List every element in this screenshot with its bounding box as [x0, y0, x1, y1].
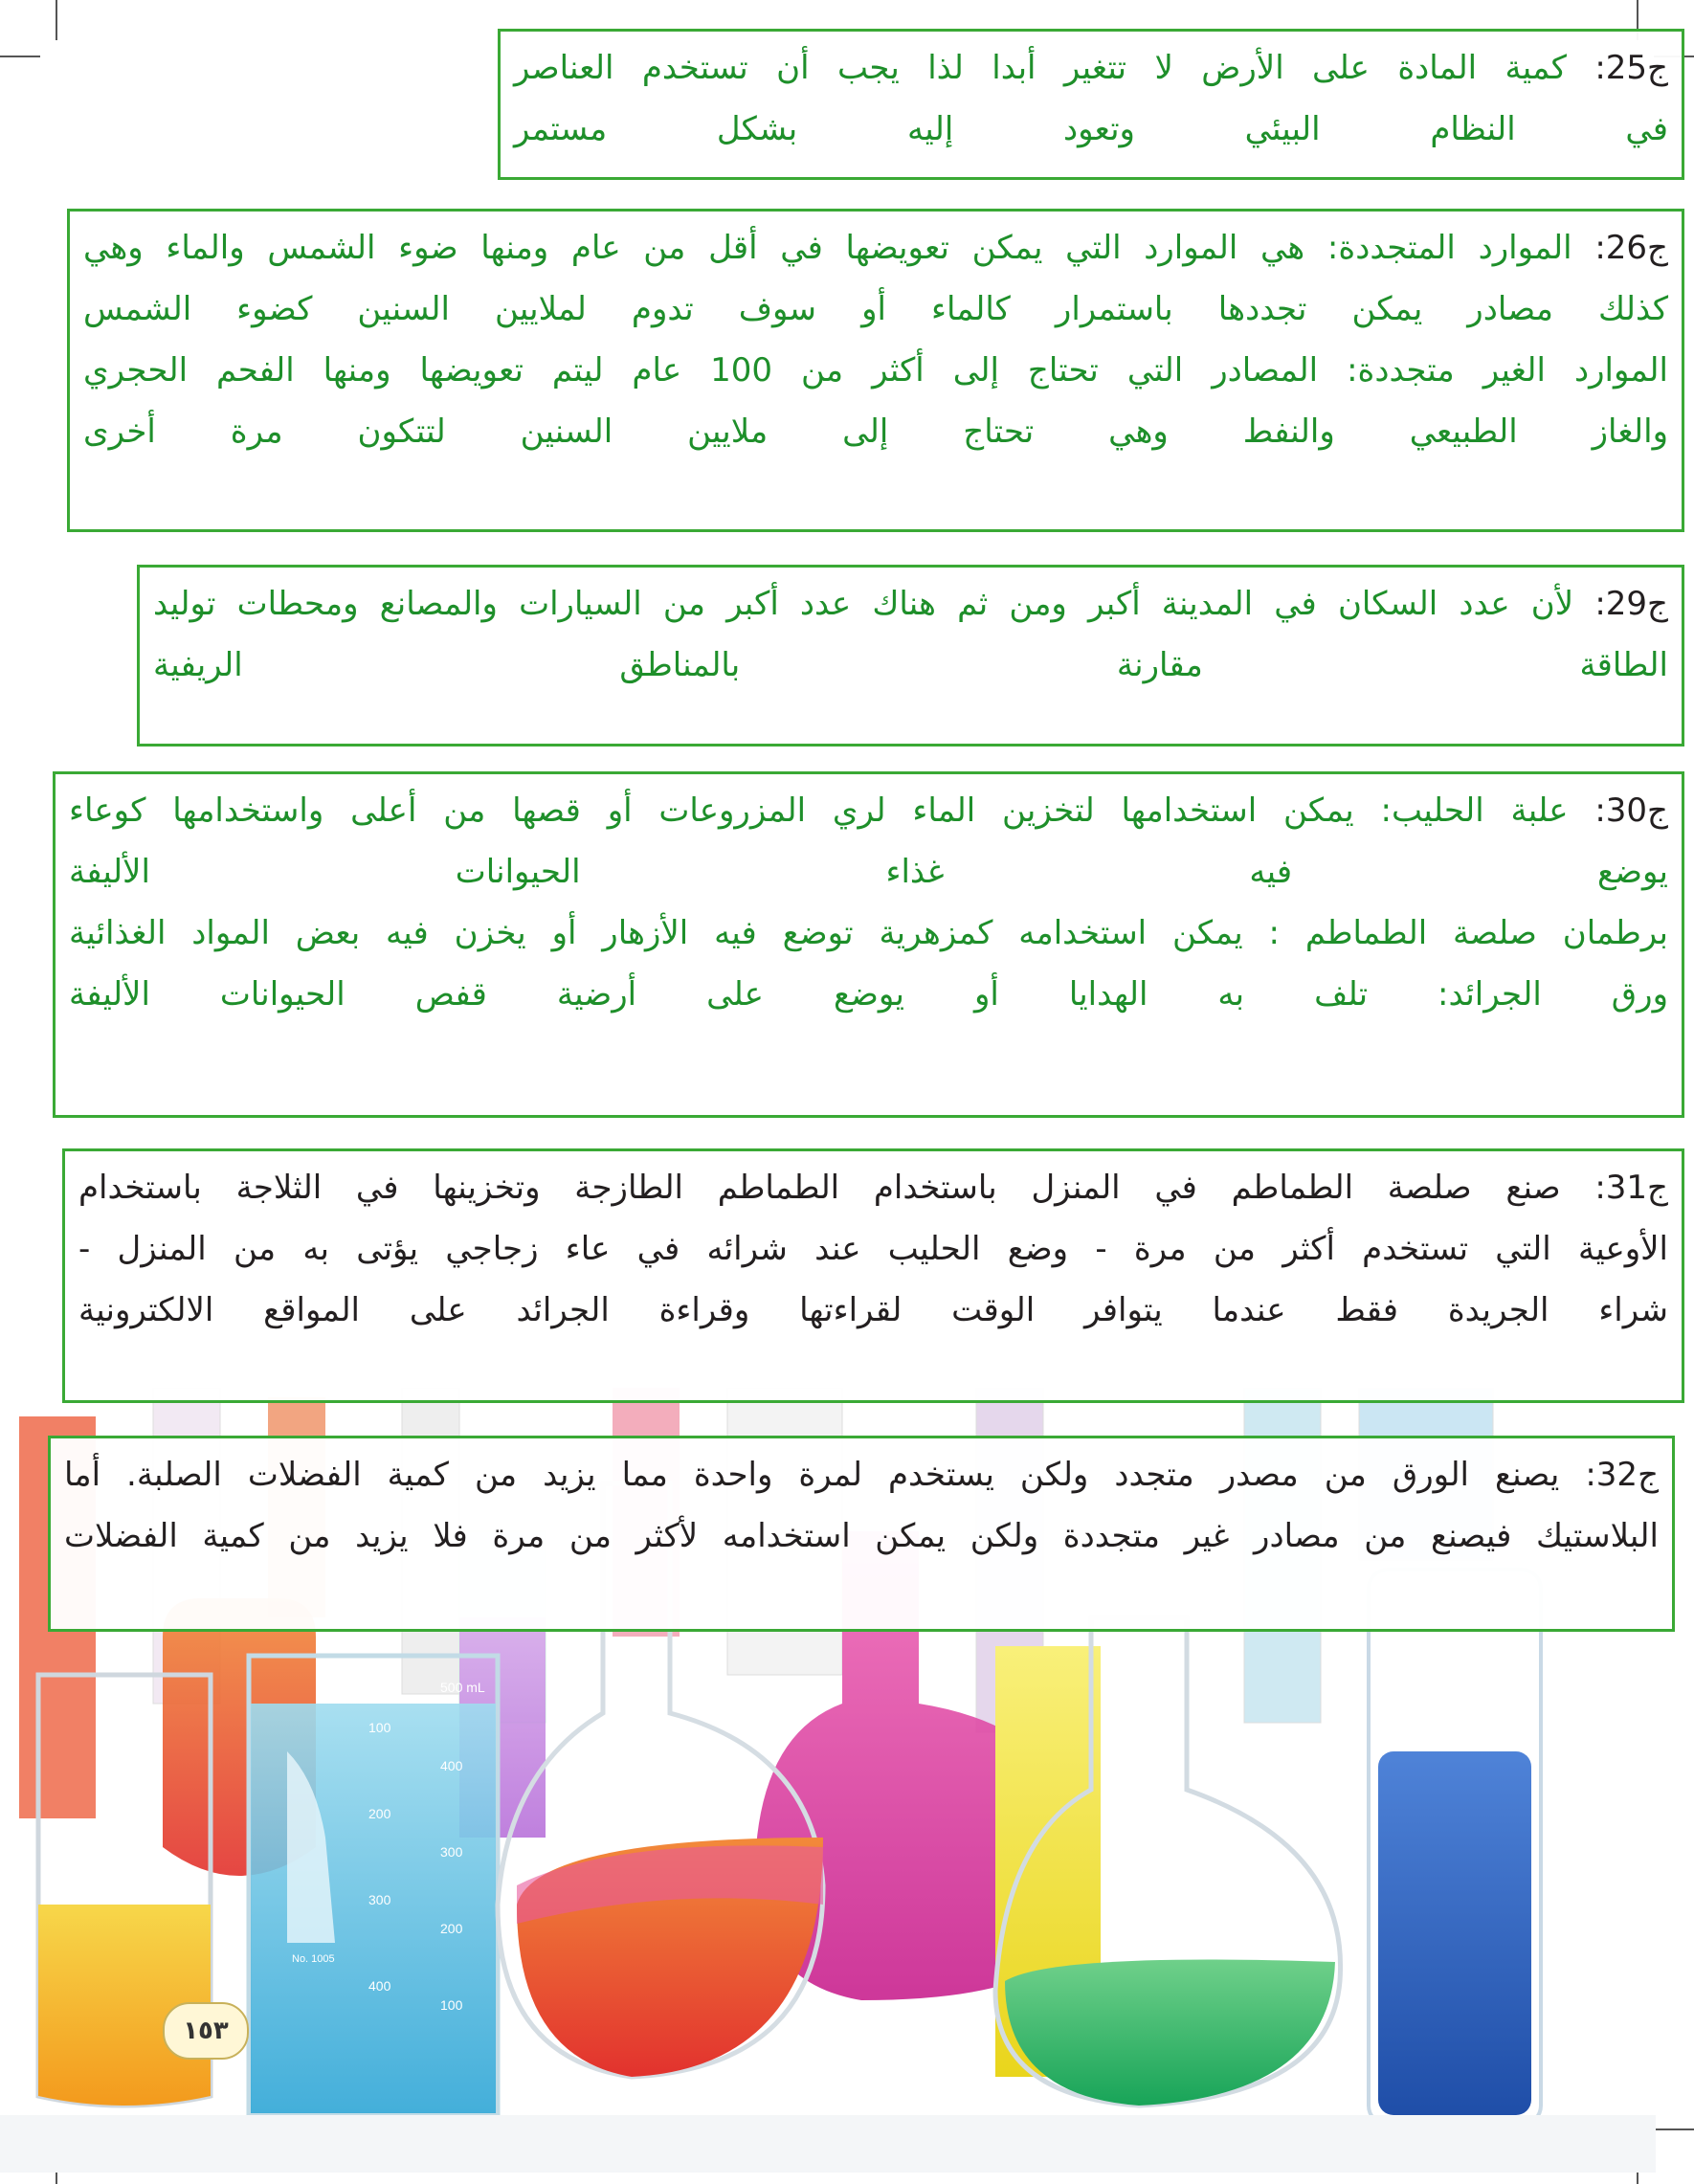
answer-line: ج26: الموارد المتجددة: هي الموارد التي يمكن تعويضها في أقل من عام ومنها ضوء الشمس والماء وهي — [83, 229, 1668, 267]
answer-label: ج26: — [1594, 229, 1668, 267]
crop-mark — [1654, 2128, 1694, 2130]
answer-line: يوضع فيه غذاء الحيوانات الأليفة — [69, 853, 1668, 891]
answer-label: ج25: — [1594, 49, 1668, 87]
answer-line: الأوعية التي تستخدم أكثر من مرة - وضع الحليب عند شرائه في عاء زجاجي يؤتى به من المنزل - — [78, 1230, 1668, 1268]
beaker-scale-mark: 100 — [440, 1997, 463, 2013]
answer-box-30 — [53, 771, 1684, 1118]
answer-line: في النظام البيئي وتعود إليه بشكل مستمر — [514, 110, 1668, 148]
crop-mark — [56, 0, 57, 40]
answer-line: ج29: لأن عدد السكان في المدينة أكبر ومن ثم هناك عدد أكبر من السيارات والمصانع ومحطات توليد — [153, 585, 1668, 623]
beaker-scale-mark: 400 — [440, 1758, 463, 1773]
answer-line: والغاز الطبيعي والنفط وهي تحتاج إلى ملايين السنين لتتكون مرة أخرى — [83, 412, 1668, 451]
answer-line: برطمان صلصة الطماطم : يمكن استخدامه كمزهرية توضع فيه الأزهار أو يخزن فيه بعض المواد الغذائية — [69, 914, 1668, 952]
beaker-scale-mark: 100 — [368, 1720, 391, 1735]
beaker-scale-mark: 200 — [440, 1921, 463, 1936]
beaker-ml-label: mL 0 — [364, 1680, 393, 1695]
answer-line: كذلك مصادر يمكن تجددها باستمرار كالماء أو سوف تدوم لملايين السنين كضوء الشمس — [83, 290, 1668, 328]
beaker-brand: No. 1005 — [292, 1953, 335, 1965]
answer-label: ج31: — [1594, 1169, 1668, 1207]
beaker-scale-mark: 200 — [368, 1806, 391, 1821]
answer-box-26 — [67, 209, 1684, 532]
answer-line: ج31: صنع صلصة الطماطم في المنزل باستخدام الطماطم الطازجة وتخزينها في الثلاجة باستخدام — [78, 1169, 1668, 1207]
answer-line: ج25: كمية المادة على الأرض لا تتغير أبدا لذا يجب أن تستخدم العناصر — [514, 49, 1668, 87]
answer-box-32 — [48, 1436, 1675, 1632]
answer-box-31 — [62, 1148, 1684, 1403]
answer-box-25 — [498, 29, 1684, 180]
beaker-scale-mark: 400 — [368, 1978, 391, 1994]
beaker-scale-mark: 300 — [440, 1844, 463, 1860]
answer-line: الطاقة مقارنة بالمناطق الريفية — [153, 646, 1668, 684]
page-number: ١٥٣ — [163, 2002, 249, 2060]
answer-line: شراء الجريدة فقط عندما يتوافر الوقت لقراءتها وقراءة الجرائد على المواقع الالكترونية — [78, 1291, 1668, 1329]
answer-line: البلاستيك فيصنع من مصادر غير متجددة ولكن يمكن استخدامه لأكثر من مرة فلا يزيد من كمية الفضلات — [64, 1517, 1659, 1555]
beaker-ml-label: 500 mL — [440, 1680, 485, 1695]
answer-label: ج29: — [1594, 585, 1668, 623]
answer-label: ج32: — [1585, 1456, 1660, 1494]
answer-line: ورق الجرائد: تلف به الهدايا أو يوضع على أرضية قفص الحيوانات الأليفة — [69, 975, 1668, 1014]
answer-line: ج30: علبة الحليب: يمكن استخدامها لتخزين الماء لري المزروعات أو قصها من أعلى واستخدامها كوعاء — [69, 791, 1668, 830]
answer-label: ج30: — [1594, 791, 1668, 830]
answer-line: الموارد الغير متجددة: المصادر التي تحتاج إلى أكثر من 100 عام ليتم تعويضها ومنها الفحم الحجري — [83, 351, 1668, 390]
beaker-scale-mark: 300 — [368, 1892, 391, 1907]
answer-line: ج32: يصنع الورق من مصدر متجدد ولكن يستخدم لمرة واحدة مما يزيد من كمية الفضلات الصلبة. أما — [64, 1456, 1660, 1494]
crop-mark — [0, 56, 40, 57]
answer-box-29 — [137, 565, 1684, 747]
